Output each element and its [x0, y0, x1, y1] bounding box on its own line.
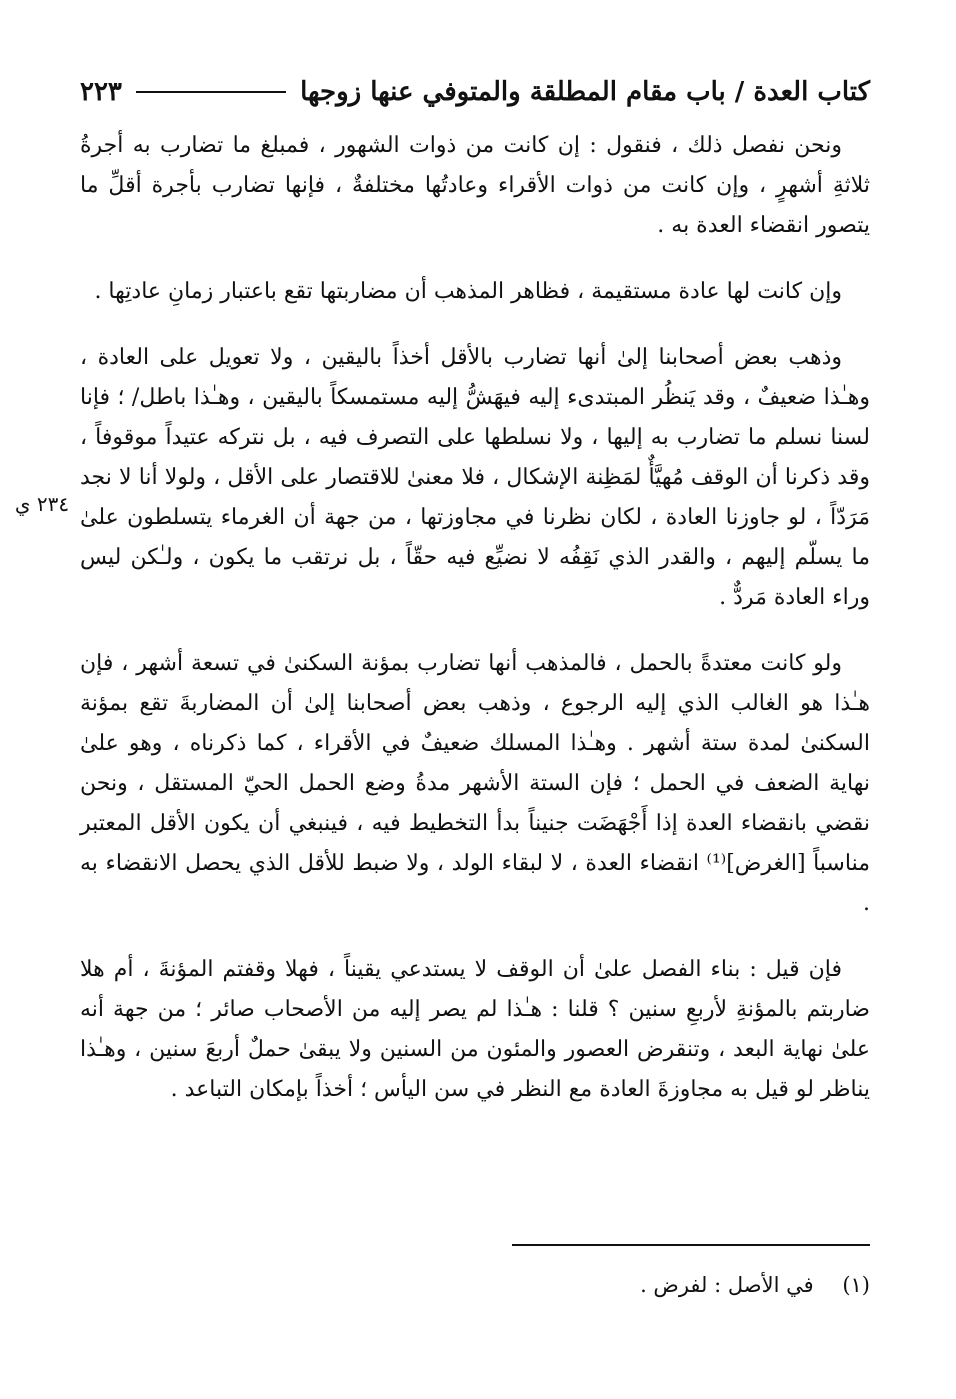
paragraph-2: وإن كانت لها عادة مستقيمة ، فظاهر المذهب أن مضاربتها تقع باعتبار زمانِ عادتِها . [94, 279, 842, 304]
footnote-separator [512, 1244, 870, 1246]
footnote [80, 1268, 870, 1302]
paragraph-1: ونحن نفصل ذلك ، فنقول : إن كانت من ذوات الشهور ، فمبلغ ما تضارب به أجرةُ ثلاثةِ أشهرٍ ، وإن كانت من ذوات الأقراء وعادتُها مختلفةٌ ، فإنها تضارب بأجرة أقلِّ ما يتصور انقضاء العدة به . [80, 133, 870, 238]
footnote-text: في الأصل : لفرض . [640, 1273, 814, 1297]
footnote-number: (١) [842, 1273, 870, 1297]
running-header [80, 70, 870, 114]
main-text [80, 126, 870, 1136]
paragraph-3: وذهب بعض أصحابنا إلىٰ أنها تضارب بالأقل أخذاً باليقين ، ولا تعويل على العادة ، وهـٰذا ضعيفٌ ، وقد يَنظُر المبتدىء إليه فيهَشُّ إليه مستمسكاً باليقين ، وهـٰذا باطل/ ؛ فإنا لسنا نسلم ما تضارب به إليها ، ولا نسلطها على التصرف فيه ، بل نتركه عتيداً موقوفاً ، وقد ذكرنا أن الوقف مُهيَّأٌ لمَظِنة الإشكال ، فلا معنىٰ للاقتصار على الأقل ، ولولا أنا لا نجد مَرَدّاً ، لو جاوزنا العادة ، لكان نظرنا في مجاوزتها ، من جهة أن الغرماء يتسلطون علىٰ ما يسلّم إليهم ، والقدر الذي نَقِفُه لا نضيِّع فيه حقّاً ، بل نرتقب ما يكون ، ولـٰكن ليس وراء العادة مَردٌّ . [80, 345, 870, 610]
paragraph-5: فإن قيل : بناء الفصل علىٰ أن الوقف لا يستدعي يقيناً ، فهلا وقفتم المؤنةَ ، أم هلا ضاربتم بالمؤنةِ لأربعِ سنين ؟ قلنا : هـٰذا لم يصر إليه من الأصحاب صائر ؛ من جهة أنه علىٰ نهاية البعد ، وتنقرض العصور والمئون من السنين ولا يبقىٰ حملٌ أربعَ سنين ، وهـٰذا يناظر لو قيل به مجاوزةَ العادة مع النظر في سن اليأس ؛ أخذاً بإمكان التباعد . [80, 957, 870, 1102]
paragraph-4: ولو كانت معتدةً بالحمل ، فالمذهب أنها تضارب بمؤنة السكنىٰ في تسعة أشهر ، فإن هـٰذا هو الغالب الذي إليه الرجوع ، وذهب بعض أصحابنا إلىٰ أن المضاربةَ تقع بمؤنة السكنىٰ لمدة ستة أشهر . وهـٰذا المسلك ضعيفٌ في الأقراء ، كما ذكرناه ، وهو علىٰ نهاية الضعف في الحمل ؛ فإن الستة الأشهر مدةُ وضع الحمل الحيّ المستقل ، ونحن نقضي بانقضاء العدة إذا أَجْهَضَت جنيناً بدأ التخطيط فيه ، فينبغي أن يكون الأقل المعتبر مناسباً [الغرض]⁽¹⁾ انقضاء العدة ، لا لبقاء الولد ، ولا ضبط للأقل الذي يحصل الانقضاء به . [80, 651, 870, 916]
header-title: كتاب العدة / باب مقام المطلقة والمتوفي عنها زوجها [300, 77, 870, 107]
header-rule [136, 91, 286, 93]
page-number: ٢٢٣ [80, 77, 122, 107]
marginal-page-reference: ٢٣٤ ي [14, 492, 70, 516]
